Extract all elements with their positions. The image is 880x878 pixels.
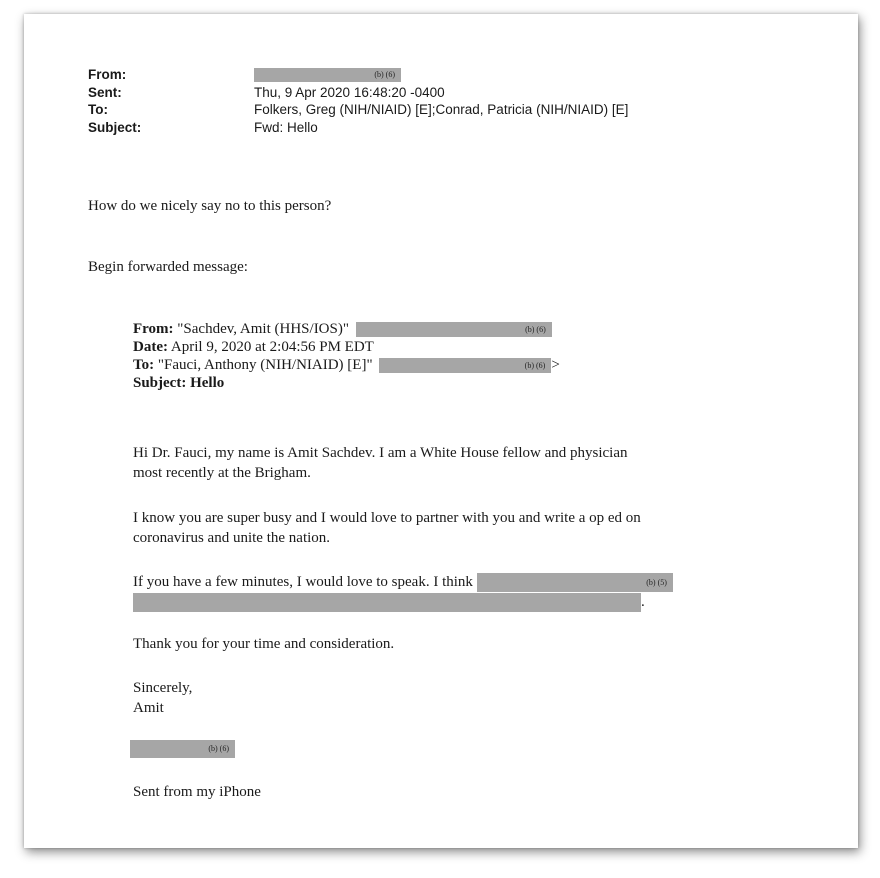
p3-text: If you have a few minutes, I would love to speak. I think [133,574,473,590]
header-from-row [88,66,628,84]
p3-redaction-line2 [133,593,641,612]
email-header [88,66,628,136]
header-to-row [88,101,628,119]
sent-label: Sent: [88,84,122,100]
sent-value: Thu, 9 Apr 2020 16:48:20 -0400 [254,84,445,100]
fwd-to-label: To: [133,357,155,373]
fwd-to-redaction-code: (b) (6) [524,360,546,370]
subject-label: Subject: [88,119,142,135]
signature-redaction-code: (b) (6) [208,743,229,753]
fwd-to-suffix: > [551,357,560,373]
body-paragraph-3 [133,572,673,612]
fwd-subject-value: Hello [190,375,225,391]
signer-name: Amit [133,700,164,716]
fwd-date-label: Date: [133,339,168,355]
closing: Sincerely, [133,680,193,696]
fwd-subject-row [133,374,560,392]
from-redaction [254,68,401,82]
p3-redaction-line1 [477,573,673,592]
intro-question: How do we nicely say no to this person? [88,198,332,214]
fwd-subject-label: Subject: [133,375,187,391]
forwarded-header [133,320,560,392]
fwd-date-row [133,338,560,356]
body-paragraph-2 [133,508,641,548]
from-label: From: [88,67,127,82]
body-paragraph-1 [133,443,627,483]
fwd-from-redaction-code: (b) (6) [525,324,546,334]
p3-line1 [133,572,673,592]
to-value: Folkers, Greg (NIH/NIAID) [E];Conrad, Patricia (NIH/NIAID) [E] [254,102,629,117]
document-page [24,14,858,848]
signature-redaction [130,740,235,758]
fwd-to-redaction [379,358,551,373]
header-subject-row [88,119,628,137]
to-label: To: [88,102,108,117]
fwd-from-redaction [356,322,552,337]
sent-from-footer: Sent from my iPhone [133,784,261,800]
from-redaction-code: (b) (6) [374,70,395,80]
fwd-date-value: April 9, 2020 at 2:04:56 PM EDT [170,339,374,355]
p3-redaction-code: (b) (5) [646,577,667,587]
fwd-from-row [133,320,560,338]
body-paragraph-4: Thank you for your time and consideration. [133,636,395,652]
p1-line1: Hi Dr. Fauci, my name is Amit Sachdev. I am a White House fellow and physician [133,445,628,461]
subject-value: Fwd: Hello [254,119,318,135]
p3-line2 [133,592,673,612]
forward-intro: Begin forwarded message: [88,259,248,275]
fwd-from-value: "Sachdev, Amit (HHS/IOS)" [177,321,349,337]
closing-block [133,678,192,718]
fwd-to-value: "Fauci, Anthony (NIH/NIAID) [E]" [157,357,373,373]
p1-line2: most recently at the Brigham. [133,465,311,481]
fwd-to-row [133,356,560,374]
p3-end: . [641,594,645,611]
fwd-from-label: From: [133,321,174,337]
p2-line2: coronavirus and unite the nation. [133,530,331,546]
p2-line1: I know you are super busy and I would love to partner with you and write a op ed on [133,510,641,526]
header-sent-row [88,84,628,102]
